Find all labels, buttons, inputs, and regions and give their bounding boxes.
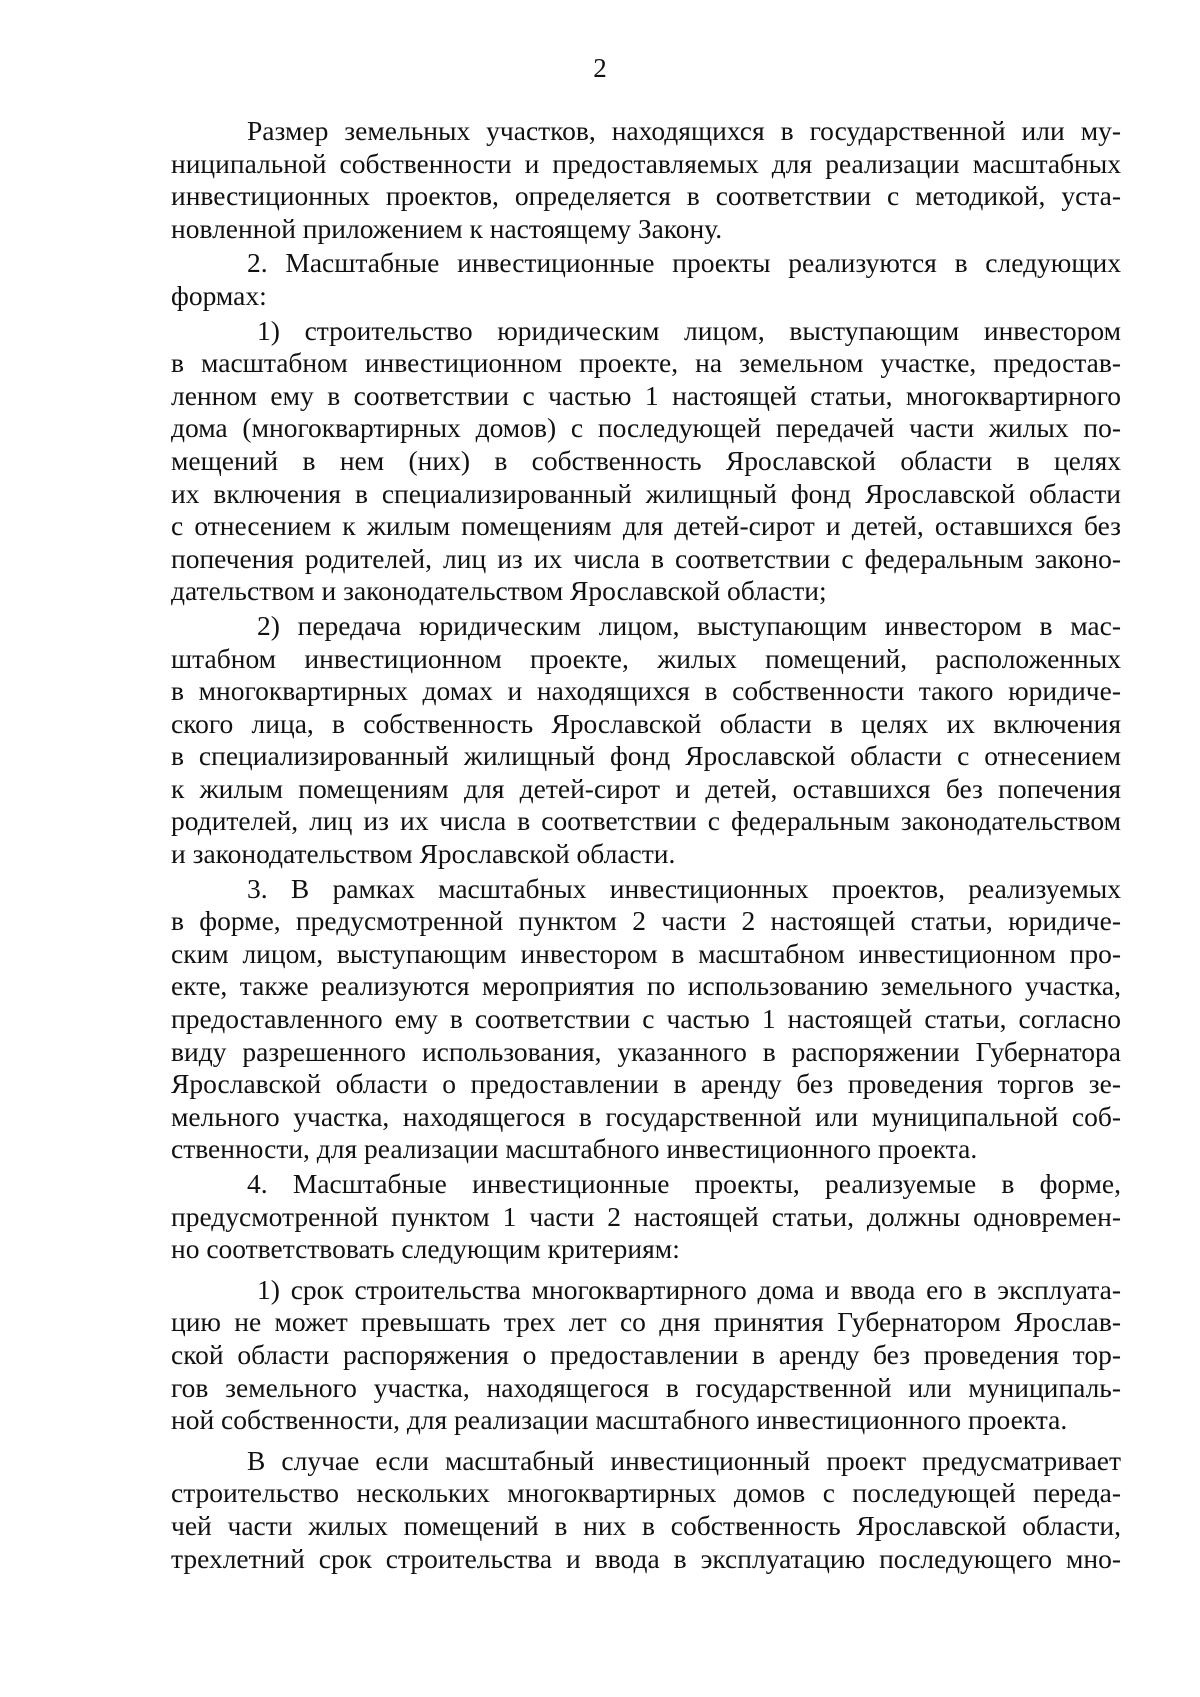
text-line: виду разрешенного использования, указанного в распоряжении Губернатора [171,1035,1121,1067]
paragraph [171,873,1121,1166]
text-line: к жилым помещениям для детей-сирот и детей, оставшихся без попечения [171,772,1121,804]
text-line: но соответствовать следующим критериям: [171,1233,680,1265]
text-line: в многоквартирных домах и находящихся в собственности такого юридиче- [171,675,1121,707]
text-line: мельного участка, находящегося в государственной или муниципальной соб- [171,1100,1121,1132]
text-line: ской области распоряжения о предоставлении в аренду без проведения тор- [171,1338,1121,1370]
text-line: в форме, предусмотренной пунктом 2 части 2 настоящей статьи, юридиче- [171,905,1121,937]
text-line: Размер земельных участков, находящихся в государственной или му- [247,115,1121,146]
paragraph [171,610,1121,871]
text-line: родителей, лиц из их числа в соответствии с федеральным законодательством [171,805,1121,837]
text-line: в специализированный жилищный фонд Ярославской области с отнесением [171,740,1121,772]
text-line: чей части жилых помещений в них в собственность Ярославской области, [171,1509,1121,1541]
text-line: цию не может превышать трех лет со дня принятия Губернатором Ярослав- [171,1306,1121,1338]
text-line: трехлетний срок строительства и ввода в эксплуатацию последующего мно- [171,1542,1121,1574]
paragraph [171,1445,1121,1575]
text-line: инвестиционных проектов, определяется в соответствии с методикой, уста- [171,180,1121,212]
text-line: ленном ему в соответствии с частью 1 настоящей статьи, многоквартирного [171,379,1121,411]
paragraph [171,247,1121,312]
paragraph [171,115,1121,245]
text-line: ственности, для реализации масштабного инвестиционного проекта. [171,1133,978,1165]
text-line: дома (многоквартирных домов) с последующей передачей части жилых по- [171,412,1121,444]
text-line: дательством и законодательством Ярославской области; [171,575,827,607]
text-line: 1) срок строительства многоквартирного дома и ввода его в эксплуата- [257,1273,1121,1305]
text-line: попечения родителей, лиц из их числа в соответствии с федеральным законо- [171,542,1121,574]
text-line: строительство нескольких многоквартирных домов с последующей переда- [171,1477,1121,1509]
text-line: ского лица, в собственность Ярославской области в целях их включения [171,707,1121,739]
page-number: 2 [593,53,607,83]
text-line: Ярославской области о предоставлении в аренду без проведения торгов зе- [171,1068,1121,1100]
text-line: екте, также реализуются мероприятия по использованию земельного участка, [171,970,1121,1002]
paragraph [171,1274,1121,1437]
document-body [171,115,1121,1575]
text-line: 1) строительство юридическим лицом, выступающим инвестором [257,314,1121,346]
text-line: ной собственности, для реализации масштабного инвестиционного проекта. [171,1404,1068,1436]
text-line: гов земельного участка, находящегося в государственной или муниципаль- [171,1371,1121,1403]
text-line: В случае если масштабный инвестиционный проект предусматривает [247,1444,1121,1476]
text-line: формах: [171,279,267,311]
text-line: ским лицом, выступающим инвестором в масштабном инвестиционном про- [171,937,1121,969]
text-line: с отнесением к жилым помещениям для детей-сирот и детей, оставшихся без [171,510,1121,542]
text-line: 4. Масштабные инвестиционные проекты, реализуемые в форме, [247,1168,1121,1199]
text-line: 2) передача юридическим лицом, выступающим инвестором в мас- [257,609,1121,641]
text-line: мещений в нем (них) в собственность Ярославской области в целях [171,444,1121,476]
text-line: ниципальной собственности и предоставляемых для реализации масштабных [171,147,1121,179]
paragraph [171,315,1121,608]
paragraph [171,1168,1121,1266]
text-line: и законодательством Ярославской области. [171,838,676,870]
text-line: 3. В рамках масштабных инвестиционных проектов, реализуемых [247,872,1121,904]
text-line: их включения в специализированный жилищный фонд Ярославской области [171,477,1121,509]
text-line: штабном инвестиционном проекте, жилых помещений, расположенных [171,642,1121,674]
text-line: в масштабном инвестиционном проекте, на земельном участке, предостав- [171,347,1121,379]
text-line: новленной приложением к настоящему Закону. [171,212,723,244]
text-line: 2. Масштабные инвестиционные проекты реализуются в следующих [247,247,1121,279]
text-line: предоставленного ему в соответствии с частью 1 настоящей статьи, согласно [171,1003,1121,1035]
text-line: предусмотренной пунктом 1 части 2 настоящей статьи, должны одновремен- [171,1200,1121,1232]
